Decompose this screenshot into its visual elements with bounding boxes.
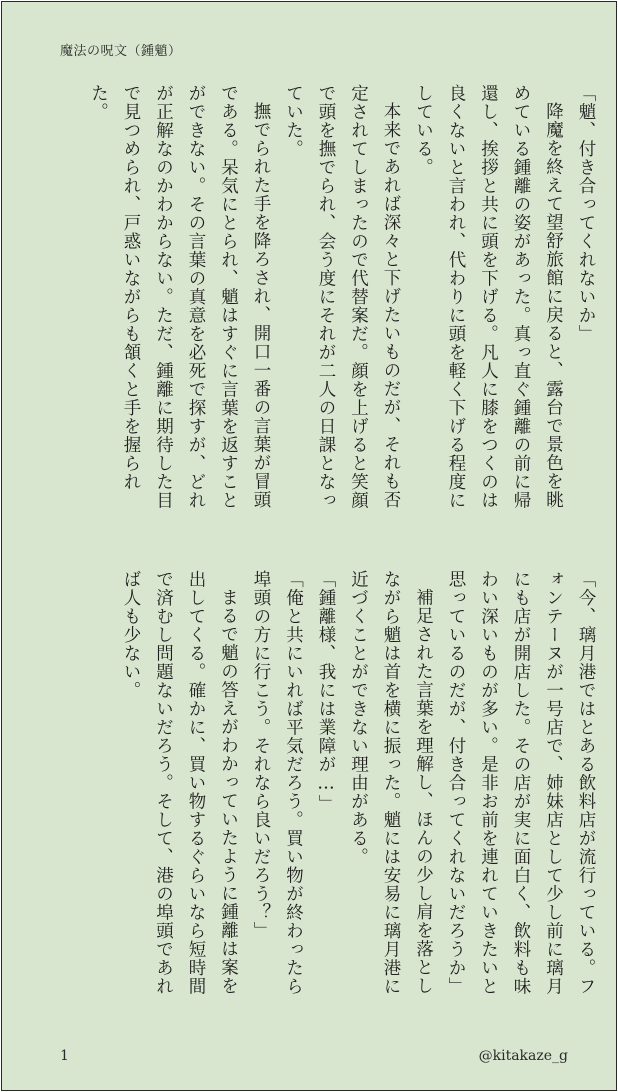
page [1, 1, 617, 1091]
paragraph: 「今、璃月港ではとある飲料店が流行っている。フォンテーヌが一号店で、姉妹店として少し前に璃月にも店が開店した。その店が実に面白く、飲料も味わい深いものが多い。是非お前を連れていきたいと思っているのだが、付き合ってくれないだろうか」 [446, 570, 596, 996]
paragraph: まるで魈の答えがわかっていたように鍾離は案を出してくる。確かに、買い物するぐらいなら短時間で済むし問題ないだろう。そして、港の埠頭であれば人も少ない。 [121, 570, 239, 996]
paragraph: 「魈、付き合ってくれないか」 [576, 84, 596, 343]
paragraph: 「鍾離様、我には業障が…」 [316, 570, 336, 813]
paragraph: 「俺と共にいれば平気だろう。買い物が終わったら埠頭の方に行こう。それなら良いだろう？」 [251, 570, 304, 996]
paragraph: 降魔を終えて望舒旅館に戻ると、露台で景色を眺めている鍾離の姿があった。真っ直ぐ鍾離の前に帰還し、挨拶と共に頭を下げる。凡人に膝をつくのは良くないと言われ、代わりに頭を軽く下げる程度にしている。 [413, 84, 564, 510]
page-number: 1 [60, 1048, 69, 1064]
paragraph: 補足された言葉を理解し、ほんの少し肩を落としながら魈は首を横に振った。魈には安易に璃月港に近づくことができない理由がある。 [348, 570, 434, 996]
paragraph: 撫でられた手を降ろされ、開口一番の言葉が冒頭である。呆気にとられ、魈はすぐに言葉を返すことができない。その言葉の真意を必死で探すが、どれが正解なのかわからない。ただ、鍾離に期待した目で見つめられ、戸惑いながらも頷くと手を握られた。 [88, 84, 271, 510]
upper-text-block [42, 84, 602, 524]
author-handle: @kitakaze_g [478, 1048, 568, 1064]
page-title: 魔法の呪文（鍾魈） [60, 44, 182, 59]
paragraph: 本来であれば深々と下げたいものだが、それも否定されてしまったので代替案だ。顔を上げると笑顔で頭を撫でられ、会う度にそれが二人の日課となっていた。 [283, 84, 401, 510]
lower-text-block [42, 570, 602, 1010]
